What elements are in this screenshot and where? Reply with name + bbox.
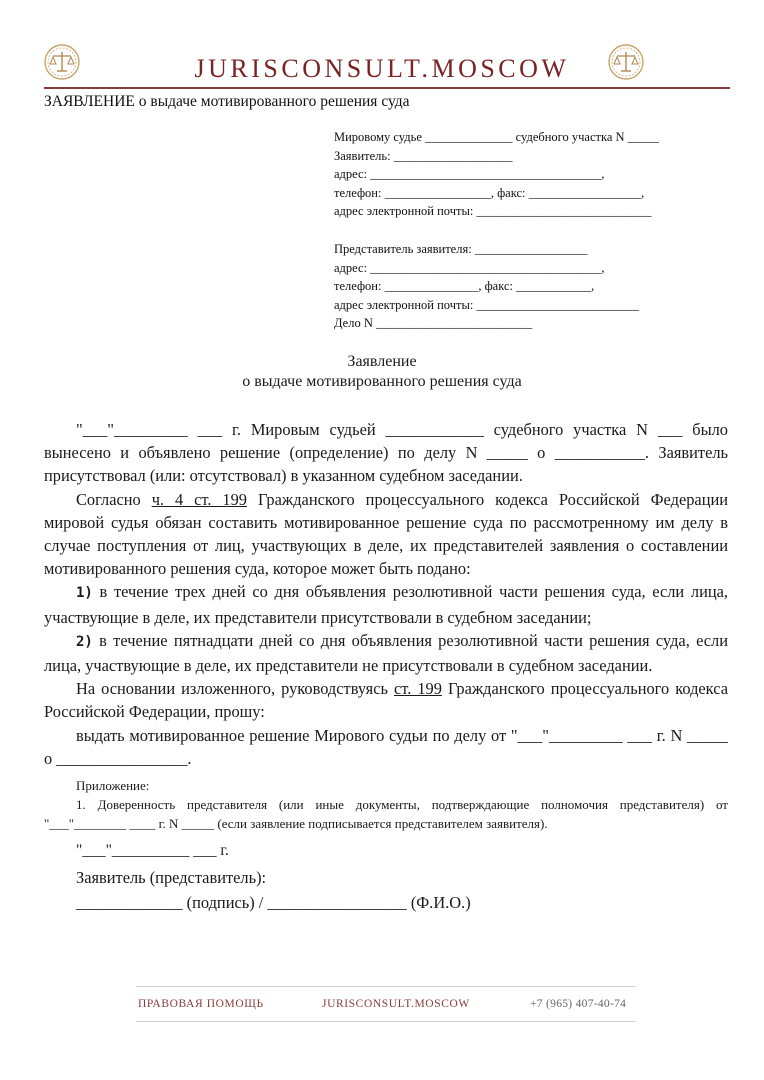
brand-title: JURISCONSULT.MOSCOW xyxy=(194,54,570,83)
addressee-line: Заявитель: ___________________ xyxy=(334,148,513,163)
document-header-title: ЗАЯВЛЕНИЕ о выдаче мотивированного решения суда xyxy=(44,93,410,110)
addressee-block xyxy=(334,128,659,221)
footer-divider-bottom xyxy=(136,1021,636,1022)
appendix-item-1: 1. Доверенность представителя (или иные документы, подтверждающие полномочия представителя) от "___"________ ____ г. N _____ (если заявление подписывается представителем заявителя). xyxy=(44,797,728,832)
document-body xyxy=(44,418,728,915)
paragraph-text: Гражданского процессуального кодекса Российской Федерации, прошу: xyxy=(44,679,728,722)
header-divider xyxy=(44,87,730,89)
law-link-part4-article199[interactable]: ч. 4 ст. 199 xyxy=(151,489,248,509)
paragraph-text: Согласно xyxy=(76,489,152,509)
appendix-label: Приложение: xyxy=(76,778,150,794)
addressee-line: телефон: _________________, факс: __________________, xyxy=(334,185,645,200)
paragraph-text: Гражданского процессуального кодекса Российской Федерации мировой судья обязан составить мотивированное решение суда по рассмотренному им делу в случае поступления от лиц, участвующих в деле, их представителей заявления о составлении мотивированного решения суда, которое может быть подано: xyxy=(44,489,729,579)
list-number: 1) xyxy=(76,585,93,602)
footer-divider-top xyxy=(136,986,636,987)
representative-line: телефон: _______________, факс: ____________, xyxy=(334,279,595,294)
list-item-text: в течение пятнадцати дней со дня объявления резолютивной части решения суда, если лица, участвующие в деле, их представители не присутствовали в судебном заседании. xyxy=(44,630,728,676)
addressee-line: адрес электронной почты: ____________________________ xyxy=(334,204,652,219)
date-line: "___"__________ ___ г. xyxy=(76,842,229,860)
representative-line: Представитель заявителя: __________________ xyxy=(334,242,588,256)
paragraph-decision: "___"_________ ___ г. Мировым судьей ____________ судебного участка N ___ было вынесено и объявлено решение (определение) по делу N _____ о ___________. Заявитель присутствовал (или: отсутствовал) в указанном судебном заседании. xyxy=(44,420,728,486)
footer-site[interactable]: JURISCONSULT.MOSCOW xyxy=(322,998,470,1010)
signer-label: Заявитель (представитель): xyxy=(76,868,267,888)
paragraph-legal-basis xyxy=(44,488,728,581)
heading-line-1: Заявление xyxy=(347,353,417,370)
paragraph-request-basis xyxy=(44,677,728,723)
paragraph-text: На основании изложенного, руководствуясь xyxy=(76,679,394,699)
footer-phone[interactable]: +7 (965) 407-40-74 xyxy=(530,998,627,1010)
signature-line: _____________ (подпись) / _________________ (Ф.И.О.) xyxy=(76,893,471,913)
addressee-line: Мировому судье ______________ судебного участка N _____ xyxy=(334,130,659,144)
footer-service: ПРАВОВАЯ ПОМОЩЬ xyxy=(138,998,264,1010)
heading-line-2: о выдаче мотивированного решения суда xyxy=(242,373,522,390)
addressee-line: адрес: _____________________________________, xyxy=(334,167,605,182)
case-number-line: Дело N _________________________ xyxy=(334,316,533,331)
law-link-article199[interactable]: ст. 199 xyxy=(394,679,442,699)
representative-line: адрес электронной почты: __________________________ xyxy=(334,297,639,312)
list-item-text: в течение трех дней со дня объявления резолютивной части решения суда, если лица, участвующие в деле, их представители присутствовали в судебном заседании; xyxy=(44,582,728,627)
document-heading xyxy=(0,352,764,392)
representative-block xyxy=(334,240,639,333)
representative-line: адрес: _____________________________________, xyxy=(334,260,605,275)
list-item-2 xyxy=(44,629,728,677)
paragraph-request: выдать мотивированное решение Мирового судьи по делу от "___"_________ ___ г. N _____ о ________________. xyxy=(44,725,728,768)
list-number: 2) xyxy=(76,633,93,650)
list-item-1 xyxy=(44,580,728,628)
